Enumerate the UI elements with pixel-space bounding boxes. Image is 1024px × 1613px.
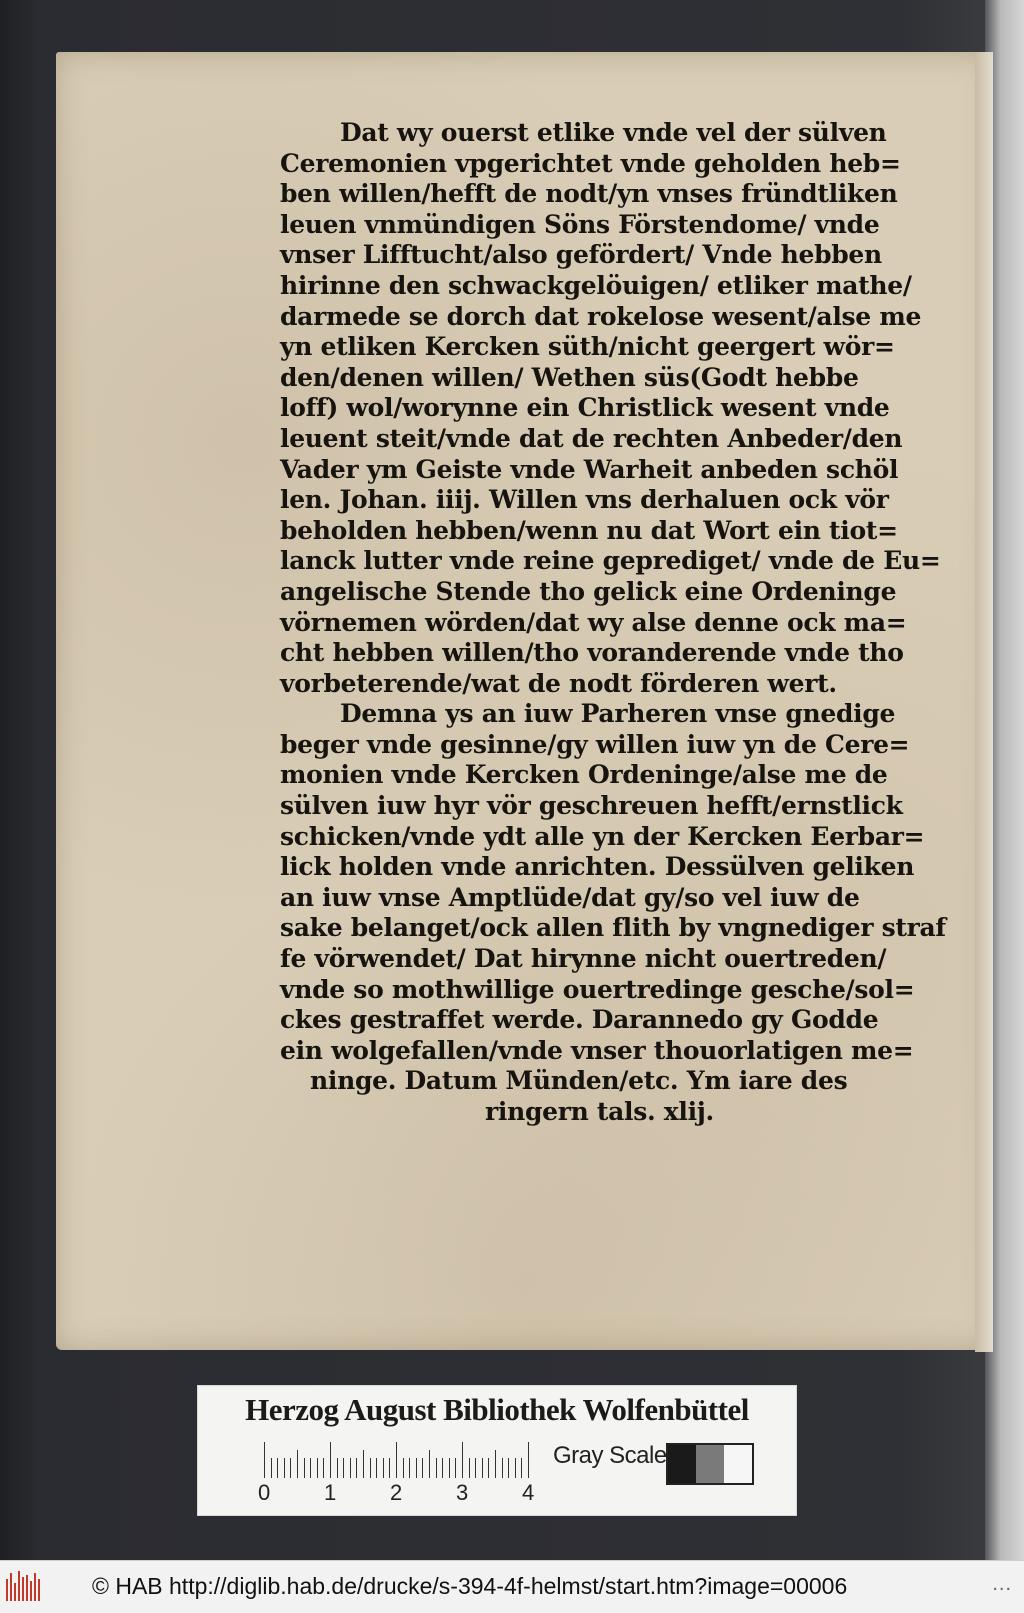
text-line: loff) wol/worynne ein Christlick wesent vnde	[280, 393, 890, 423]
ruler-tick	[271, 1458, 272, 1478]
scale-card	[197, 1385, 797, 1516]
text-line: beger vnde gesinne/gy willen iuw yn de Cere=	[280, 729, 910, 759]
logo-bar	[38, 1579, 40, 1601]
page-text	[280, 118, 946, 1128]
ruler-tick	[502, 1458, 503, 1478]
text-line: vörnemen wörden/dat wy alse denne ock ma=	[280, 607, 907, 637]
ruler-tick	[264, 1442, 265, 1478]
ruler-tick	[337, 1458, 338, 1478]
ruler-tick	[290, 1458, 291, 1478]
text-line: ninge. Datum Münden/etc. Ym iare des	[310, 1066, 848, 1096]
ruler-tick	[449, 1458, 450, 1478]
text-line: ben willen/hefft de nodt/yn vnses fründtliken	[280, 179, 898, 209]
ruler-tick	[310, 1458, 311, 1478]
ruler-tick	[442, 1458, 443, 1478]
gray-scale-swatches	[666, 1443, 754, 1485]
text-line: lick holden vnde anrichten. Dessülven geliken	[280, 852, 915, 882]
text-line: leuent steit/vnde dat de rechten Anbeder/den	[280, 423, 903, 453]
ruler-tick	[528, 1442, 529, 1478]
ruler-tick	[521, 1458, 522, 1478]
ruler-tick	[323, 1458, 324, 1478]
ruler-tick	[515, 1458, 516, 1478]
logo-bar	[14, 1583, 16, 1601]
text-line: angelische Stende tho gelick eine Ordeninge	[280, 576, 897, 606]
ruler-tick	[455, 1458, 456, 1478]
ruler-tick	[343, 1458, 344, 1478]
gray-swatch	[668, 1445, 696, 1483]
ruler-tick	[436, 1458, 437, 1478]
ruler-tick	[409, 1458, 410, 1478]
logo-bar	[26, 1575, 28, 1601]
footer-bar	[0, 1560, 1024, 1613]
gray-scale-label: Gray Scale	[553, 1442, 667, 1469]
ruler-tick	[356, 1458, 357, 1478]
ruler-number: 2	[390, 1480, 403, 1505]
text-line: ringern tals. xlij.	[485, 1097, 714, 1126]
text-line: len. Johan. iiij. Willen vns derhaluen ock vör	[280, 485, 889, 515]
ruler-tick	[475, 1458, 476, 1478]
ruler-tick	[469, 1458, 470, 1478]
ruler-tick	[508, 1458, 509, 1478]
logo-bar	[18, 1571, 20, 1601]
ruler-number: 3	[456, 1480, 469, 1505]
logo-bar	[34, 1573, 36, 1601]
ruler-number: 1	[324, 1480, 337, 1505]
ruler-tick	[396, 1442, 397, 1478]
text-line: fe vörwendet/ Dat hirynne nicht ouertreden/	[280, 944, 887, 974]
ruler-tick	[429, 1450, 430, 1478]
text-line: vnser Lifftucht/also gefördert/ Vnde hebben	[280, 240, 882, 270]
library-title: Herzog August Bibliothek Wolfenbüttel	[245, 1392, 749, 1427]
text-line: hirinne den schwackgelöuigen/ etliker mathe/	[280, 270, 912, 300]
ruler-tick	[277, 1458, 278, 1478]
ruler-tick	[363, 1450, 364, 1478]
text-line: Ceremonien vpgerichtet vnde geholden heb=	[280, 148, 901, 178]
text-line: monien vnde Kercken Ordeninge/alse me de	[280, 760, 888, 790]
text-line: vnde so mothwillige ouertredinge gesche/sol=	[280, 974, 915, 1004]
logo-bar	[6, 1579, 8, 1601]
footer-credit: © HAB http://diglib.hab.de/drucke/s-394-4f-helmst/start.htm?image=00006	[92, 1573, 848, 1599]
ruler-number: 4	[522, 1480, 535, 1505]
ruler-tick	[317, 1458, 318, 1478]
text-line: vorbeterende/wat de nodt förderen wert.	[280, 668, 837, 698]
ruler-tick	[350, 1458, 351, 1478]
ruler-tick	[403, 1458, 404, 1478]
text-line: Vader ym Geiste vnde Warheit anbeden schöl	[280, 454, 899, 484]
text-line: yn etliken Kercken süth/nicht geergert wör=	[280, 332, 895, 362]
ruler-number: 0	[258, 1480, 271, 1505]
ruler-numbers	[258, 1480, 738, 1506]
text-line: an iuw vnse Amptlüde/dat gy/so vel iuw de	[280, 882, 860, 912]
logo-bar	[10, 1573, 12, 1601]
ruler-tick	[462, 1442, 463, 1478]
text-line: schicken/vnde ydt alle yn der Kercken Eerbar=	[280, 821, 925, 851]
text-line: Dat wy ouerst etlike vnde vel der sülven	[340, 118, 887, 147]
logo-bar	[30, 1581, 32, 1601]
page-edge	[975, 52, 993, 1352]
gray-swatch	[724, 1445, 752, 1483]
text-line: ein wolgefallen/vnde vnser thouorlatigen me=	[280, 1035, 914, 1065]
text-line: beholden hebben/wenn nu dat Wort ein tiot=	[280, 515, 898, 545]
logo-bar	[22, 1577, 24, 1601]
ruler-tick	[297, 1450, 298, 1478]
ruler-tick	[488, 1458, 489, 1478]
text-line: sake belanget/ock allen flith by vngnediger straf	[280, 913, 946, 943]
ruler-tick	[370, 1458, 371, 1478]
text-line: leuen vnmündigen Söns Förstendome/ vnde	[280, 209, 880, 239]
ruler-tick	[284, 1458, 285, 1478]
text-line: ckes gestraffet werde. Darannedo gy Godde	[280, 1005, 879, 1035]
text-line: cht hebben willen/tho voranderende vnde tho	[280, 638, 904, 668]
ruler-tick	[304, 1458, 305, 1478]
more-icon[interactable]: ...	[992, 1573, 1012, 1595]
ruler-tick	[389, 1458, 390, 1478]
gray-swatch	[696, 1445, 724, 1483]
ruler-tick	[495, 1450, 496, 1478]
text-line: den/denen willen/ Wethen süs(Godt hebbe	[280, 362, 859, 392]
ruler-tick	[330, 1442, 331, 1478]
ruler-tick	[482, 1458, 483, 1478]
ruler-tick	[376, 1458, 377, 1478]
text-line: Demna ys an iuw Parheren vnse gnedige	[340, 699, 896, 729]
ruler-tick	[416, 1458, 417, 1478]
ruler-tick	[422, 1458, 423, 1478]
hab-logo-icon	[6, 1571, 46, 1601]
text-line: lanck lutter vnde reine geprediget/ vnde de Eu=	[280, 546, 941, 576]
ruler-tick	[383, 1458, 384, 1478]
text-line: darmede se dorch dat rokelose wesent/alse me	[280, 301, 922, 331]
text-line: sülven iuw hyr vör geschreuen hefft/ernstlick	[280, 791, 903, 821]
